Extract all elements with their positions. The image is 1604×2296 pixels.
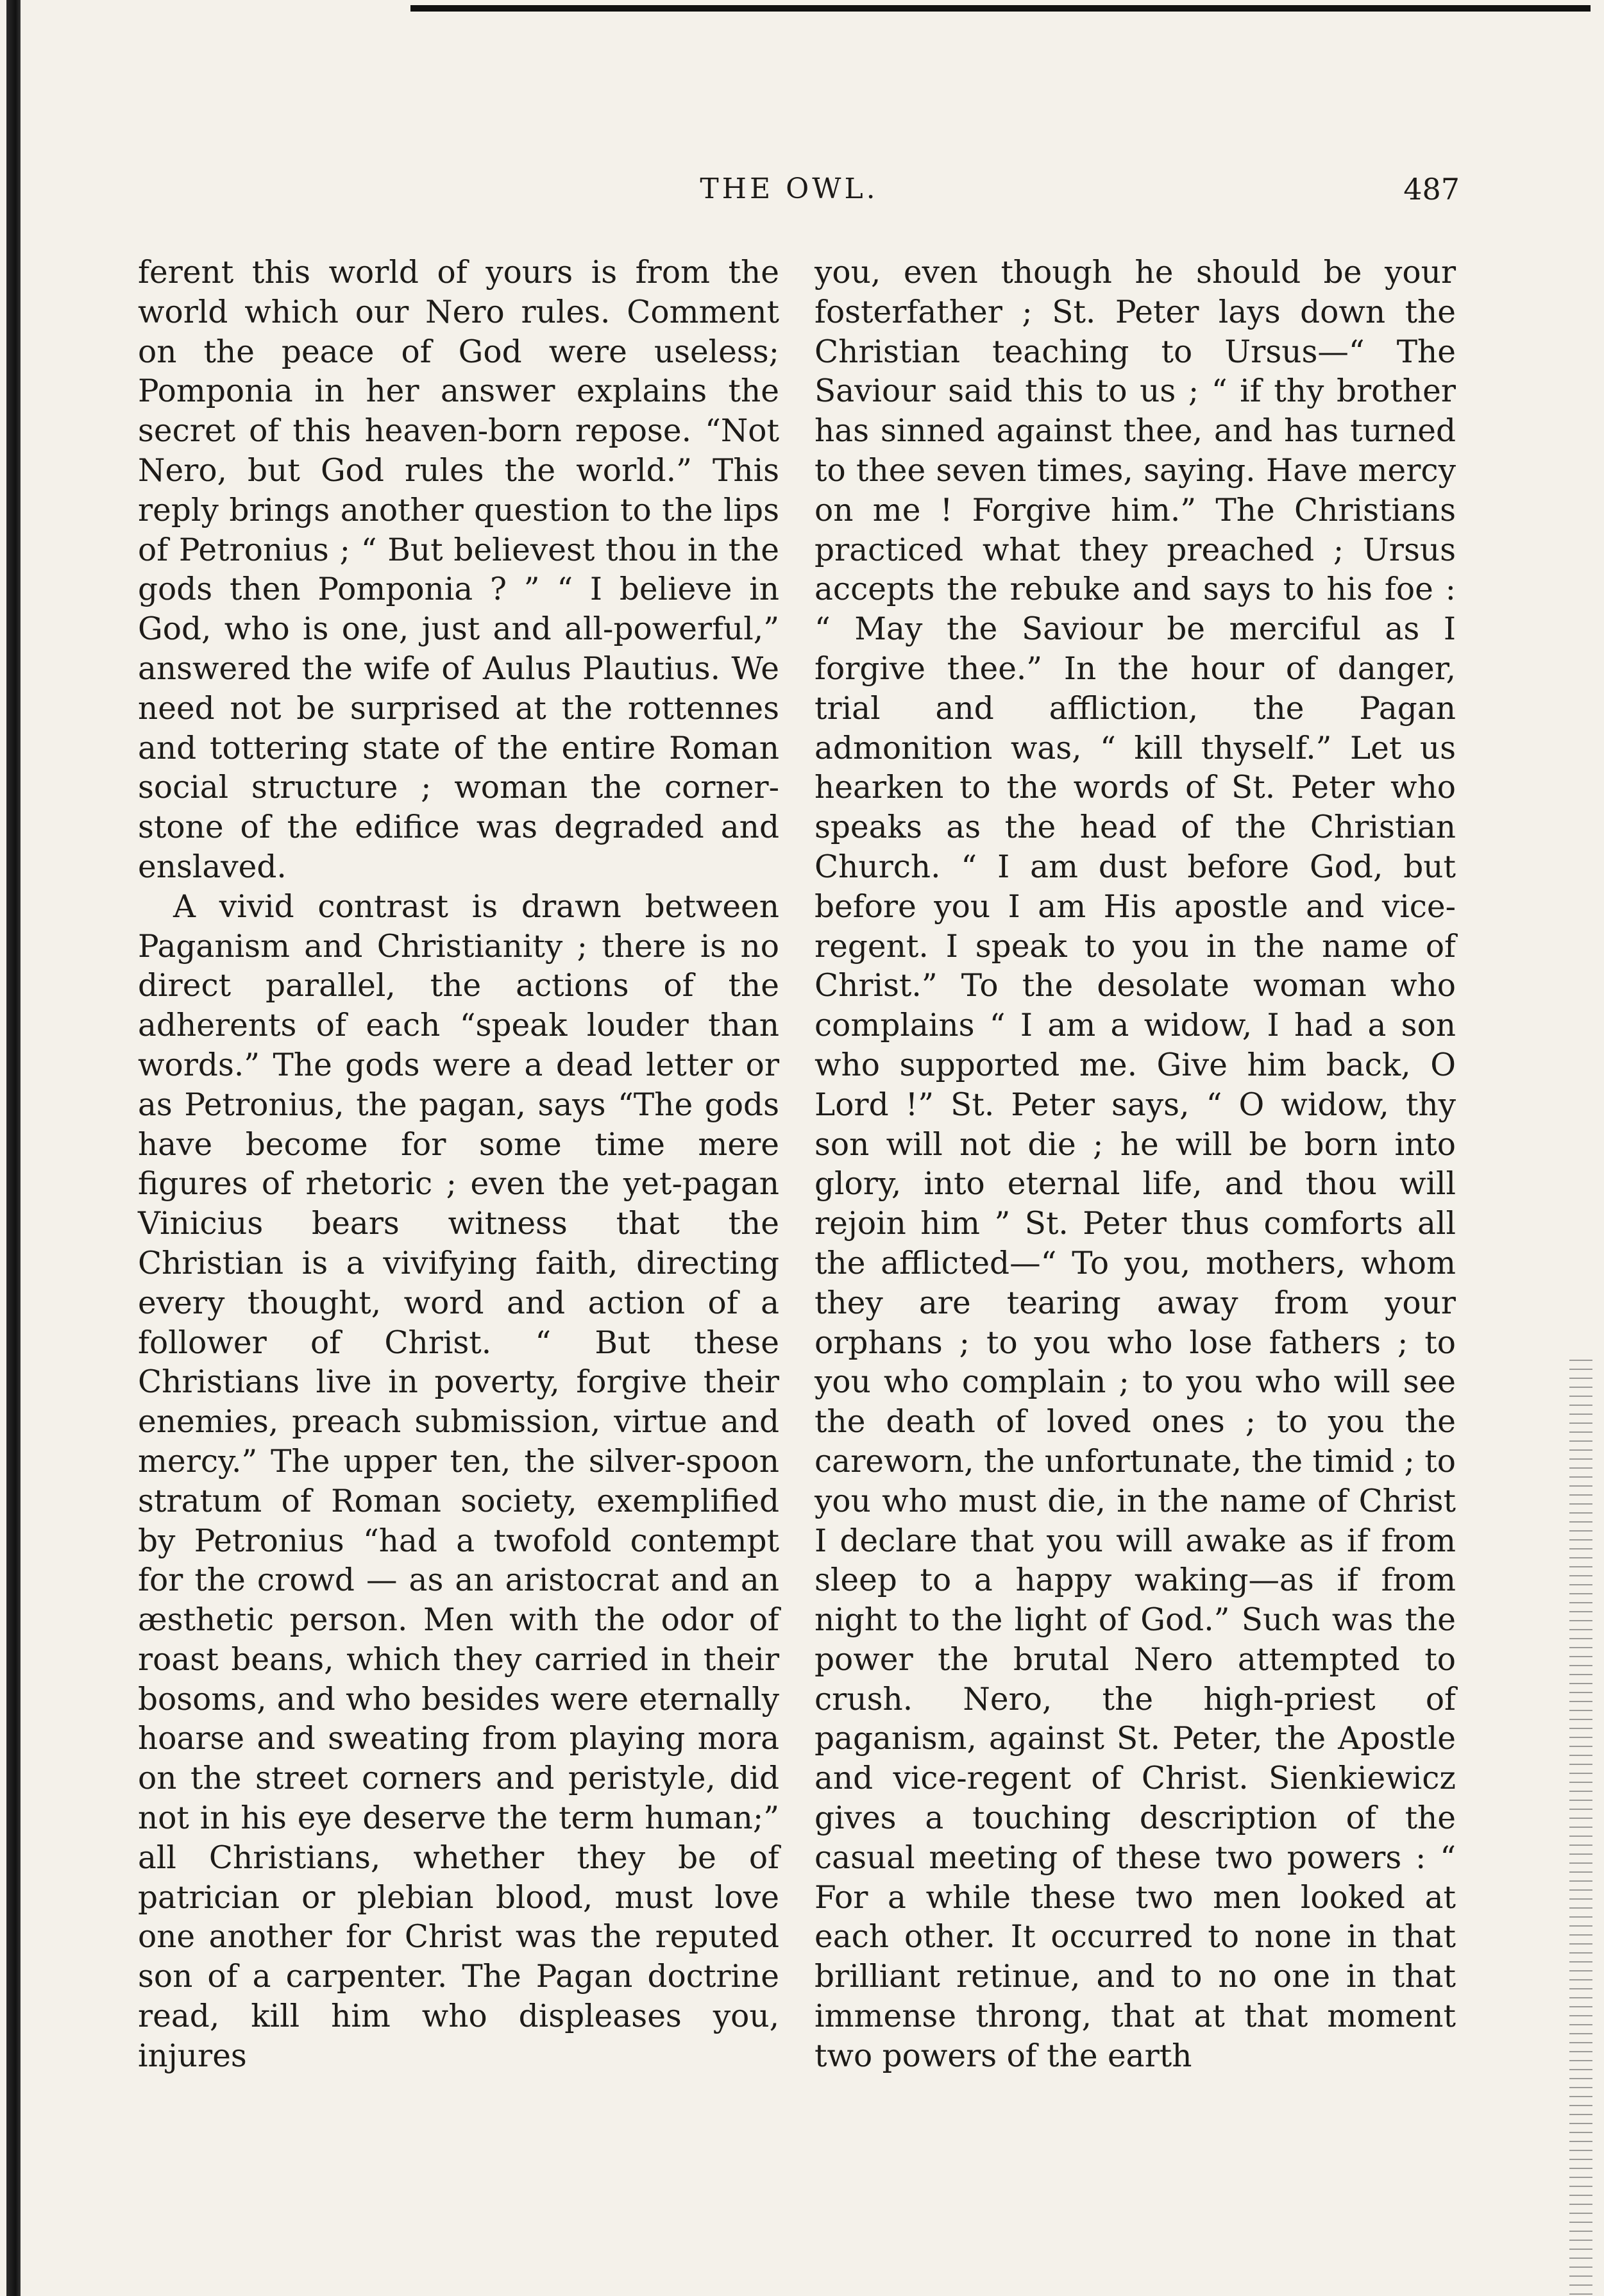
- page-header: [0, 170, 1604, 208]
- page-edge-shadow: [6, 0, 21, 2296]
- page-number: 487: [1403, 172, 1460, 207]
- paragraph: A vivid contrast is drawn between Paganism and Christianity ; there is no direct parallel, the actions of the adherents of each “speak louder than words.” The gods were a dead letter or as Petronius, the pagan, says “The gods have become for some time mere figures of rhetoric ; even the yet-pagan Vinicius bears witness that the Christian is a vivifying faith, directing every thought, word and action of a follower of Christ. “ But these Christians live in poverty, forgive their enemies, preach submission, virtue and mercy.” The upper ten, the silver-spoon stratum of Roman society, exemplified by Petronius “had a twofold contempt for the crowd — as an aristocrat and an æsthetic person. Men with the odor of roast beans, which they carried in their bosoms, and who besides were eternally hoarse and sweating from playing mora on the street corners and peristyle, did not in his eye deserve the term human;” all Christians, whether they be of patrician or plebian blood, must love one another for Christ was the reputed son of a carpenter. The Pagan doctrine read, kill him who displeases you, injures: [138, 888, 779, 2074]
- top-rule: [410, 5, 1591, 12]
- page-edge-speckles: [1569, 1360, 1592, 2296]
- text-column-right: [815, 253, 1456, 2077]
- running-title: THE OWL.: [700, 173, 879, 205]
- paragraph: you, even though he should be your fosterfather ; St. Peter lays down the Christian teaching to Ursus—“ The Saviour said this to us ; “ if thy brother has sinned against thee, and has turned to thee seven times, saying. Have mercy on me ! Forgive him.” The Christians practiced what they preached ; Ursus accepts the rebuke and says to his foe : “ May the Saviour be merciful as I forgive thee.” In the hour of danger, trial and affliction, the Pagan admonition was, “ kill thyself.” Let us hearken to the words of St. Peter who speaks as the head of the Christian Church. “ I am dust before God, but before you I am His apostle and vice-regent. I speak to you in the name of Christ.” To the desolate woman who complains “ I am a widow, I had a son who supported me. Give him back, O Lord !” St. Peter says, “ O widow, thy son will not die ; he will be born into glory, into eternal life, and thou will rejoin him ” St. Peter thus comforts all the afflicted—“ To you, mothers, whom they are tearing away from your orphans ; to you who lose fathers ; to you who complain ; to you who will see the death of loved ones ; to you the careworn, the unfortunate, the timid ; to you who must die, in the name of Christ I declare that you will awake as if from sleep to a happy waking—as if from night to the light of God.” Such was the power the brutal Nero attempted to crush. Nero, the high-priest of paganism, against St. Peter, the Apostle and vice-regent of Christ. Sienkiewicz gives a touching description of the casual meeting of these two powers : “ For a while these two men looked at each other. It occurred to none in that brilliant retinue, and to no one in that immense throng, that at that moment two powers of the earth: [815, 255, 1456, 2074]
- paragraph: ferent this world of yours is from the world which our Nero rules. Comment on the peace of God were useless; Pomponia in her answer explains the secret of this heaven-born repose. “Not Nero, but God rules the world.” This reply brings another question to the lips of Petronius ; “ But believest thou in the gods then Pomponia ? ” “ I believe in God, who is one, just and all-powerful,” answered the wife of Aulus Plautius. We need not be surprised at the rottennes and tottering state of the entire Roman social structure ; woman the corner-stone of the edifice was degraded and enslaved.: [138, 255, 779, 885]
- text-column-left: [138, 253, 779, 2077]
